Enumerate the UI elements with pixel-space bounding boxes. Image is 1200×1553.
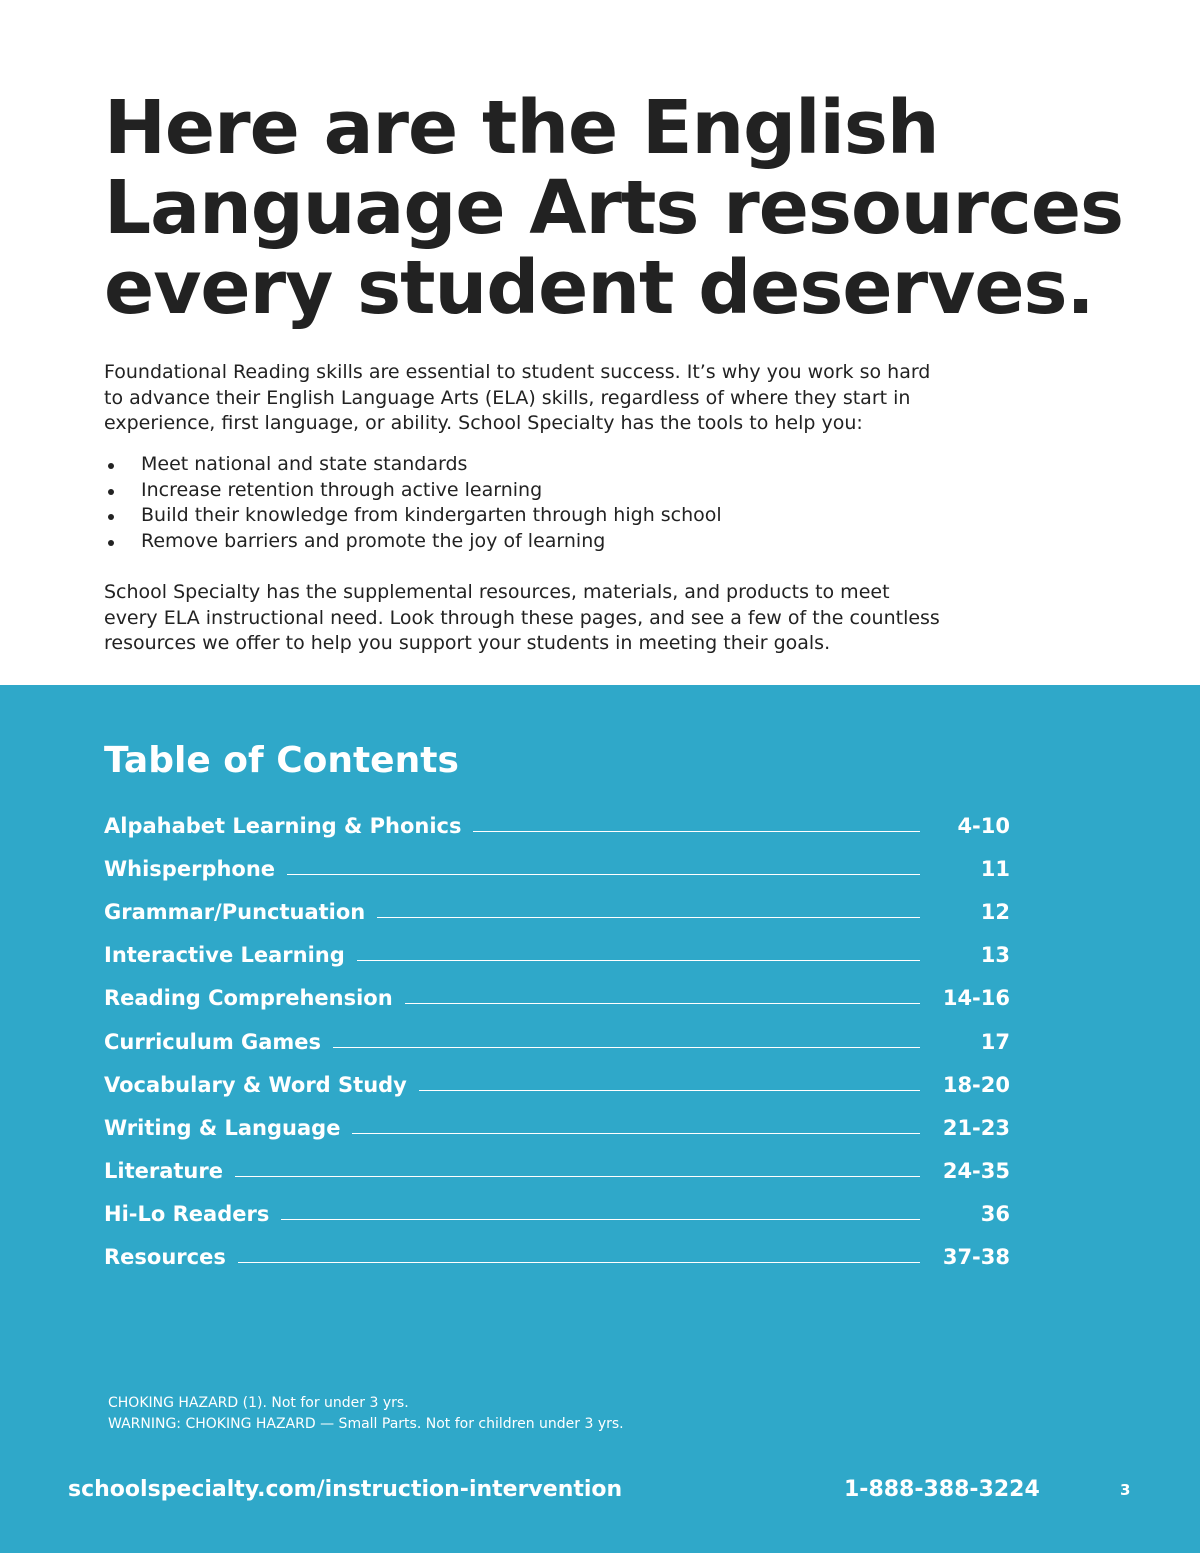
choking-hazard-warning: [108, 1393, 624, 1435]
intro-line: to advance their English Language Arts (ELA) skills, regardless of where they start in: [104, 386, 911, 409]
toc-entry-pages: 18-20: [942, 1072, 1010, 1097]
headline-line: Language Arts resources: [104, 165, 1124, 251]
toc-leader-line: [419, 1090, 920, 1091]
warning-line: WARNING: CHOKING HAZARD — Small Parts. Not for children under 3 yrs.: [108, 1416, 624, 1432]
toc-entry[interactable]: [104, 1234, 1010, 1277]
toc-entry-pages: 12: [980, 900, 1010, 925]
toc-leader-line: [357, 960, 920, 961]
toc-entry[interactable]: [104, 889, 1010, 932]
headline-line: Here are the English: [104, 85, 939, 171]
benefit-item: Increase retention through active learning: [104, 478, 722, 504]
toc-list: [104, 803, 1010, 1277]
toc-entry-label: Alpahabet Learning & Phonics: [104, 814, 462, 839]
toc-entry[interactable]: [104, 1148, 1010, 1191]
benefit-item: Meet national and state standards: [104, 452, 722, 478]
toc-entry-pages: 36: [980, 1201, 1010, 1226]
toc-entry-pages: 13: [980, 943, 1010, 968]
toc-entry-label: Resources: [104, 1245, 226, 1270]
toc-entry-label: Writing & Language: [104, 1115, 341, 1140]
toc-entry[interactable]: [104, 803, 1010, 846]
toc-entry[interactable]: [104, 1105, 1010, 1148]
footer-website-link[interactable]: schoolspecialty.com/instruction-intervention: [68, 1477, 623, 1502]
toc-entry[interactable]: [104, 975, 1010, 1018]
toc-entry-label: Grammar/Punctuation: [104, 900, 366, 925]
toc-entry-pages: 37-38: [942, 1245, 1010, 1270]
toc-title: Table of Contents: [104, 740, 459, 781]
intro-line: experience, first language, or ability. School Specialty has the tools to help you:: [104, 412, 863, 434]
toc-leader-line: [333, 1047, 920, 1048]
toc-entry-pages: 24-35: [942, 1158, 1010, 1183]
toc-entry[interactable]: [104, 932, 1010, 975]
intro-line: Foundational Reading skills are essential to student success. It’s why you work so hard: [104, 361, 931, 383]
toc-entry[interactable]: [104, 1018, 1010, 1061]
toc-entry-label: Vocabulary & Word Study: [104, 1072, 407, 1097]
footer-phone-number[interactable]: 1-888-388-3224: [844, 1477, 1040, 1502]
toc-entry-pages: 14-16: [942, 986, 1010, 1011]
toc-entry-label: Hi-Lo Readers: [104, 1201, 270, 1226]
toc-entry-label: Interactive Learning: [104, 943, 345, 968]
toc-leader-line: [352, 1133, 920, 1134]
closing-paragraph: [104, 580, 1004, 657]
toc-panel: [0, 685, 1200, 1553]
toc-leader-line: [281, 1219, 920, 1220]
toc-entry-pages: 21-23: [942, 1115, 1010, 1140]
toc-leader-line: [377, 917, 920, 918]
closing-line: every ELA instructional need. Look through these pages, and see a few of the countless: [104, 606, 940, 629]
toc-entry-pages: 4-10: [957, 814, 1010, 839]
toc-entry-label: Literature: [104, 1158, 223, 1183]
toc-entry-label: Curriculum Games: [104, 1029, 322, 1054]
toc-entry-label: Reading Comprehension: [104, 986, 393, 1011]
closing-line: School Specialty has the supplemental resources, materials, and products to meet: [104, 581, 890, 603]
toc-entry[interactable]: [104, 1062, 1010, 1105]
toc-entry-pages: 17: [980, 1029, 1010, 1054]
toc-entry-label: Whisperphone: [104, 857, 276, 882]
page-number: 3: [1120, 1481, 1131, 1499]
page-headline: [104, 85, 1164, 331]
toc-leader-line: [405, 1003, 920, 1004]
toc-entry[interactable]: [104, 1191, 1010, 1234]
warning-line: CHOKING HAZARD (1). Not for under 3 yrs.: [108, 1395, 409, 1411]
benefit-item: Remove barriers and promote the joy of learning: [104, 529, 722, 555]
closing-line: resources we offer to help you support your students in meeting their goals.: [104, 632, 831, 654]
toc-entry[interactable]: [104, 846, 1010, 889]
toc-leader-line: [235, 1176, 920, 1177]
benefit-item: Build their knowledge from kindergarten through high school: [104, 503, 722, 529]
toc-leader-line: [287, 874, 920, 875]
benefit-list: [104, 452, 722, 554]
headline-line: every student deserves.: [104, 245, 1094, 331]
toc-leader-line: [473, 831, 920, 832]
intro-paragraph: [104, 360, 1004, 437]
toc-entry-pages: 11: [980, 857, 1010, 882]
toc-leader-line: [238, 1262, 920, 1263]
